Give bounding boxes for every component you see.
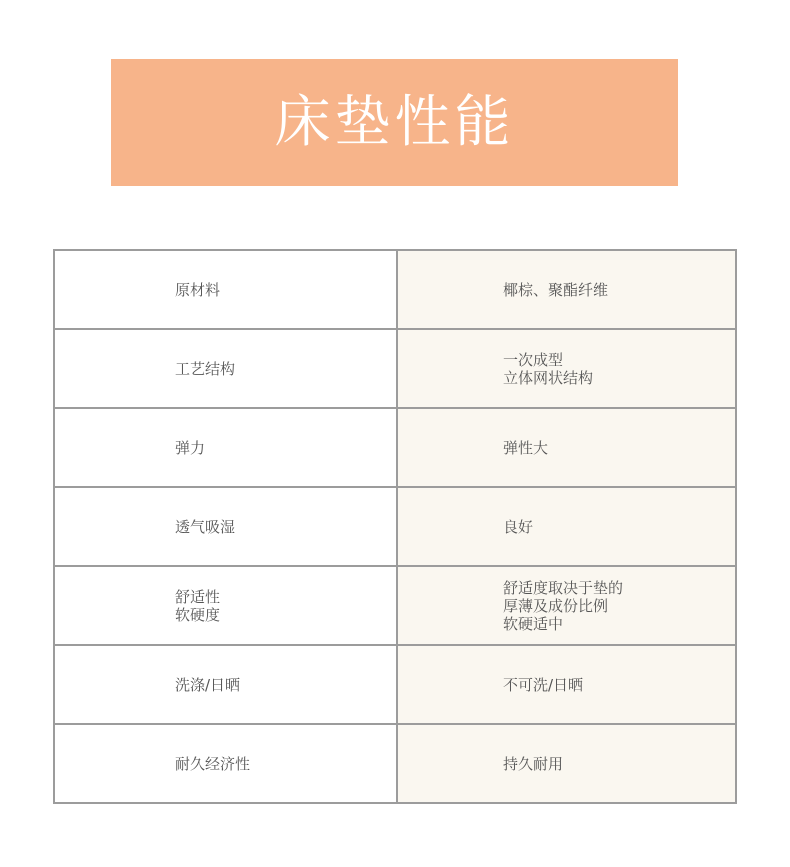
row-value-cell — [397, 724, 736, 803]
row-value: 不可洗/日晒 — [503, 675, 584, 694]
row-value-cell — [397, 329, 736, 408]
row-label-cell — [54, 487, 397, 566]
table-row — [54, 250, 736, 329]
table-row — [54, 487, 736, 566]
row-label-cell — [54, 329, 397, 408]
table-row — [54, 645, 736, 724]
row-value: 弹性大 — [503, 438, 549, 457]
row-label: 舒适性 软硬度 — [175, 587, 221, 624]
row-value: 舒适度取决于垫的 厚薄及成份比例 软硬适中 — [503, 578, 624, 633]
row-label: 洗涤/日晒 — [175, 675, 241, 694]
row-value-cell — [397, 566, 736, 645]
row-label-cell — [54, 566, 397, 645]
row-label-cell — [54, 250, 397, 329]
table-row — [54, 724, 736, 803]
row-label-cell — [54, 645, 397, 724]
row-value-cell — [397, 487, 736, 566]
row-label: 弹力 — [175, 438, 206, 457]
row-label-cell — [54, 408, 397, 487]
row-value-cell — [397, 250, 736, 329]
page-title: 床垫性能 — [274, 89, 515, 155]
row-value-cell — [397, 645, 736, 724]
row-value: 良好 — [503, 517, 534, 536]
performance-table — [53, 249, 737, 804]
title-banner — [111, 59, 678, 186]
table-row — [54, 566, 736, 645]
row-value: 持久耐用 — [503, 754, 564, 773]
table-row — [54, 329, 736, 408]
row-value-cell — [397, 408, 736, 487]
row-label-cell — [54, 724, 397, 803]
row-value: 椰棕、聚酯纤维 — [503, 280, 609, 299]
row-label: 透气吸湿 — [175, 517, 236, 536]
row-label: 原材料 — [175, 280, 221, 299]
table-row — [54, 408, 736, 487]
row-label: 工艺结构 — [175, 359, 236, 378]
row-label: 耐久经济性 — [175, 754, 251, 773]
row-value: 一次成型 立体网状结构 — [503, 350, 594, 387]
